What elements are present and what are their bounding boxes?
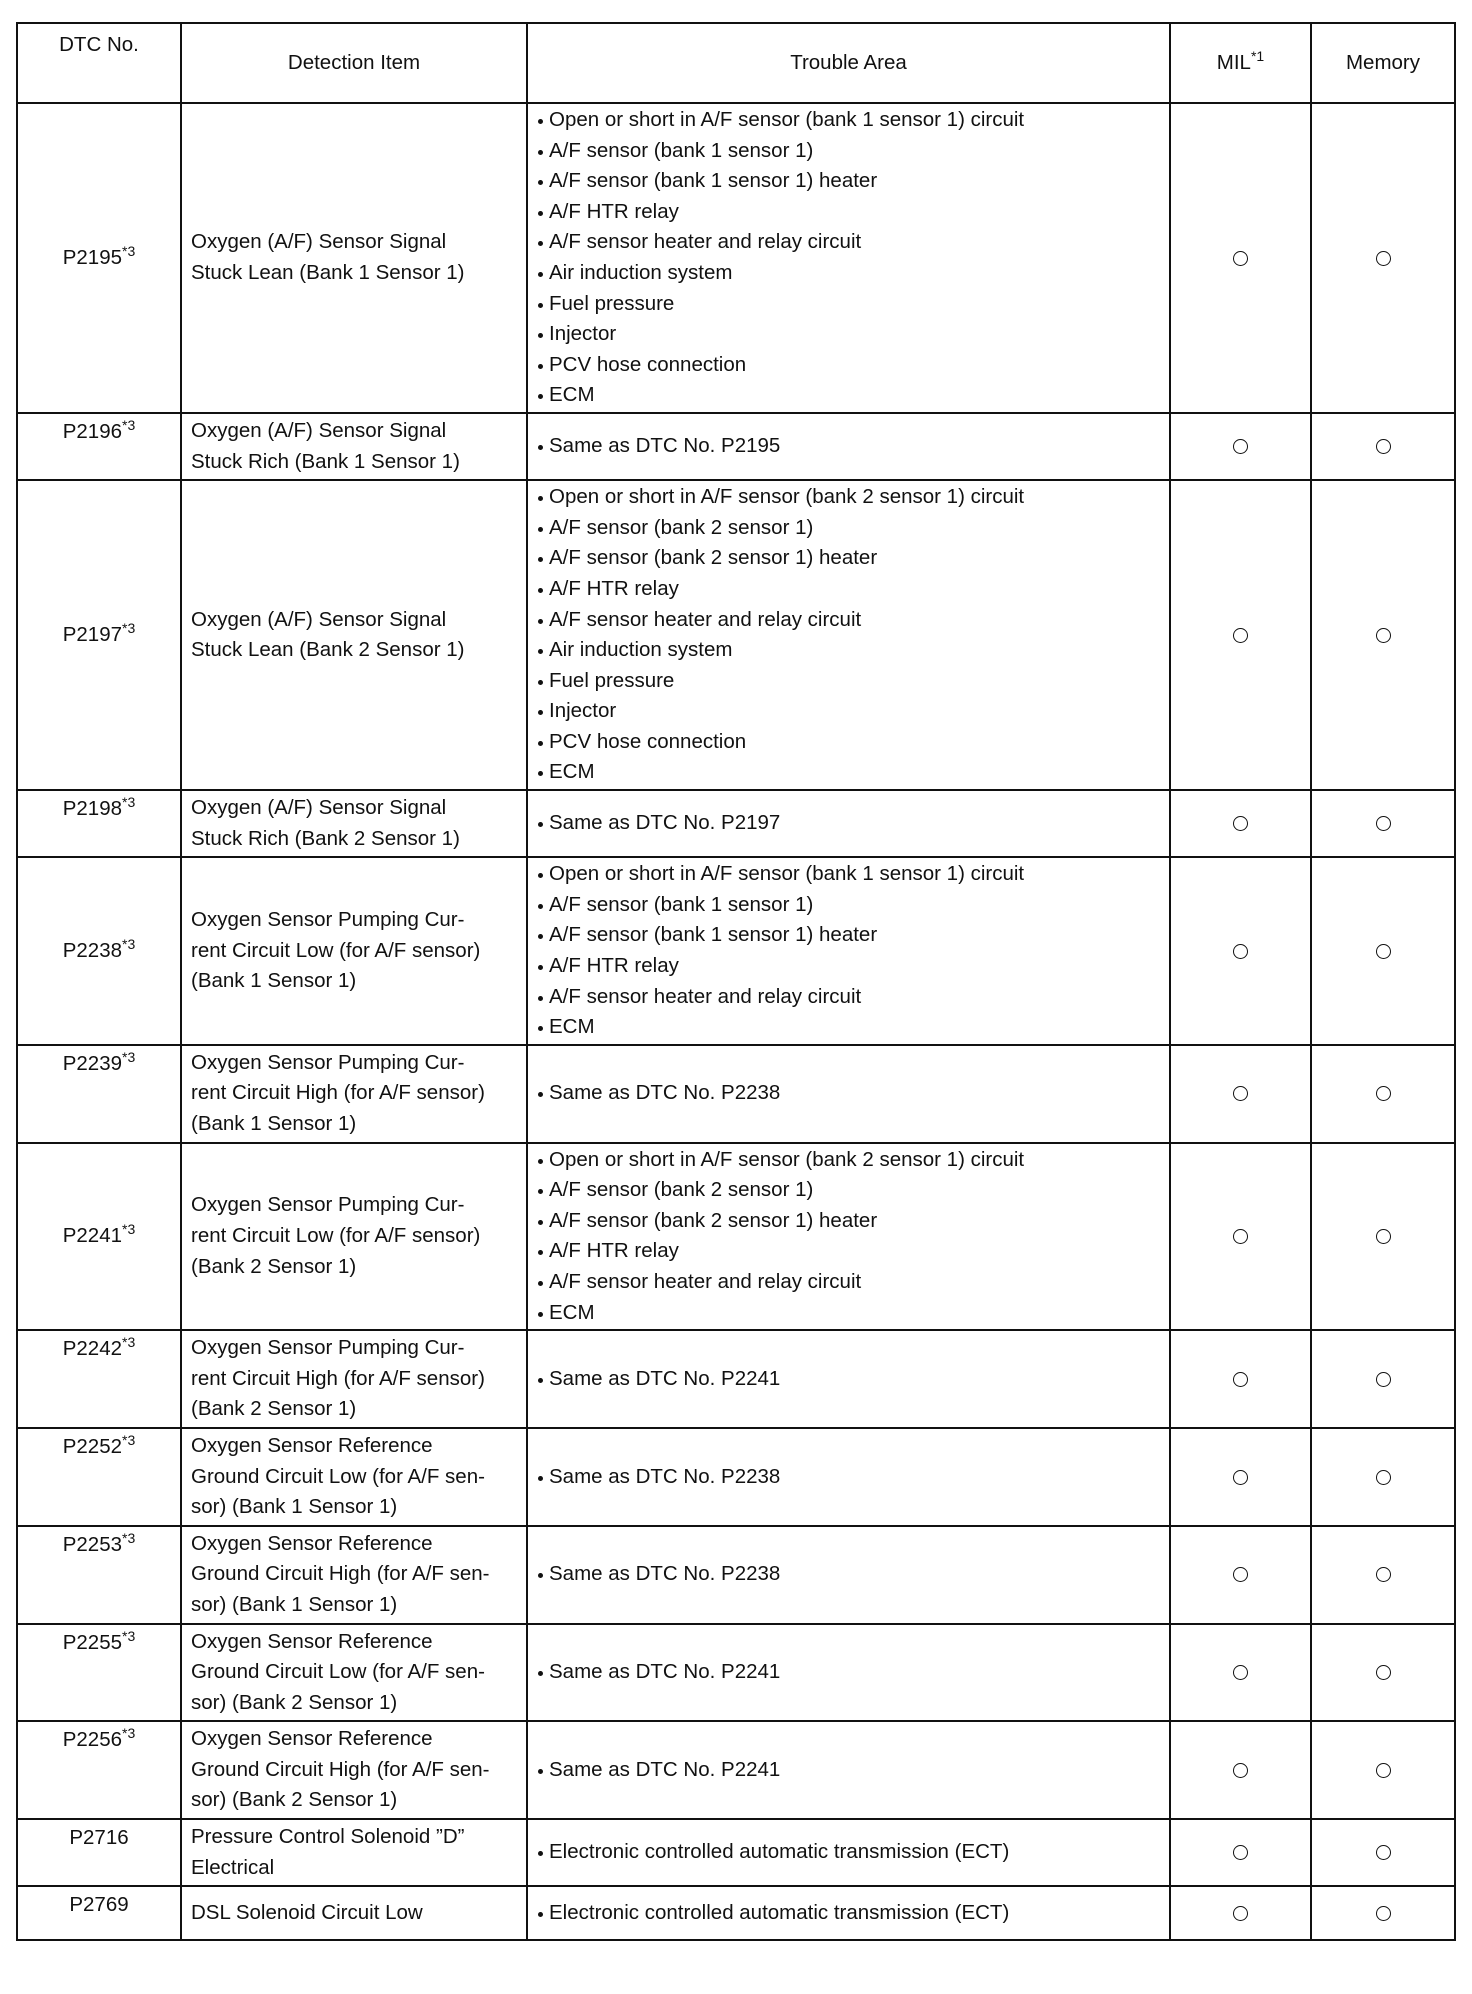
trouble-area-item: ECM	[537, 1012, 1161, 1043]
trouble-area-item: A/F sensor heater and relay circuit	[537, 982, 1161, 1013]
dtc-code-cell	[17, 1886, 181, 1940]
table-row	[17, 1428, 1455, 1526]
dtc-code: P2197	[62, 622, 123, 646]
dtc-code: P2242	[62, 1337, 123, 1361]
trouble-area-item: A/F sensor (bank 1 sensor 1) heater	[537, 166, 1161, 197]
header-mil-footnote: *1	[1250, 47, 1265, 64]
trouble-area-item: A/F HTR relay	[537, 574, 1161, 605]
trouble-area-cell	[527, 413, 1170, 480]
dtc-code-cell	[17, 857, 181, 1045]
mil-circle-icon	[1233, 1906, 1248, 1921]
memory-cell	[1311, 1819, 1455, 1886]
table-row	[17, 1330, 1455, 1428]
memory-circle-icon	[1376, 1567, 1391, 1582]
detection-item-line: Oxygen Sensor Reference	[191, 1531, 433, 1555]
dtc-code-cell	[17, 1624, 181, 1722]
detection-item-cell	[181, 1330, 527, 1428]
trouble-area-item: A/F HTR relay	[537, 1236, 1161, 1267]
dtc-code-cell	[17, 480, 181, 790]
detection-item-line: Oxygen Sensor Reference	[191, 1433, 433, 1457]
memory-cell	[1311, 103, 1455, 413]
dtc-code-cell	[17, 1143, 181, 1331]
detection-item-line: Pressure Control Solenoid ”D”	[191, 1825, 465, 1849]
dtc-code: P2769	[69, 1893, 129, 1917]
detection-item-cell	[181, 1886, 527, 1940]
dtc-code-cell	[17, 1526, 181, 1624]
detection-item-line: Ground Circuit High (for A/F sen-	[191, 1562, 490, 1586]
memory-cell	[1311, 480, 1455, 790]
memory-cell	[1311, 1330, 1455, 1428]
trouble-area-cell	[527, 103, 1170, 413]
detection-item-cell	[181, 790, 527, 857]
mil-circle-icon	[1233, 1763, 1248, 1778]
detection-item-line: (Bank 1 Sensor 1)	[191, 1112, 357, 1135]
trouble-area-cell	[527, 1428, 1170, 1526]
trouble-area-item: Air induction system	[537, 635, 1161, 666]
dtc-table-page	[16, 22, 1454, 1941]
memory-circle-icon	[1376, 816, 1391, 831]
memory-circle-icon	[1376, 1763, 1391, 1778]
trouble-area-item: Same as DTC No. P2238	[537, 1078, 1161, 1109]
trouble-area-item: A/F sensor (bank 2 sensor 1)	[537, 1175, 1161, 1206]
detection-item-line: Oxygen (A/F) Sensor Signal	[191, 796, 447, 820]
detection-item-line: Stuck Rich (Bank 1 Sensor 1)	[191, 449, 460, 473]
dtc-code: P2241	[62, 1224, 123, 1248]
detection-item-cell	[181, 480, 527, 790]
dtc-code: P2256	[62, 1728, 123, 1752]
memory-circle-icon	[1376, 1470, 1391, 1485]
detection-item-cell	[181, 1721, 527, 1819]
header-trouble-area: Trouble Area	[527, 23, 1170, 103]
dtc-code-footnote: *3	[122, 1431, 136, 1448]
dtc-code: P2196	[62, 419, 123, 443]
detection-item-line: rent Circuit High (for A/F sensor)	[191, 1366, 485, 1390]
trouble-area-cell	[527, 1624, 1170, 1722]
detection-item-cell	[181, 413, 527, 480]
dtc-code-cell	[17, 103, 181, 413]
trouble-area-item: Injector	[537, 696, 1161, 727]
trouble-area-item: A/F HTR relay	[537, 197, 1161, 228]
dtc-code: P2239	[62, 1051, 123, 1075]
trouble-area-cell	[527, 1819, 1170, 1886]
dtc-code-footnote: *3	[122, 1334, 136, 1351]
memory-circle-icon	[1376, 251, 1391, 266]
mil-circle-icon	[1233, 1470, 1248, 1485]
mil-cell	[1170, 1330, 1311, 1428]
dtc-code-footnote: *3	[122, 935, 136, 952]
memory-circle-icon	[1376, 1372, 1391, 1387]
detection-item-line: sor) (Bank 2 Sensor 1)	[191, 1690, 398, 1714]
detection-item-line: sor) (Bank 1 Sensor 1)	[191, 1495, 398, 1519]
trouble-area-cell	[527, 1721, 1170, 1819]
detection-item-cell	[181, 1428, 527, 1526]
mil-circle-icon	[1233, 1086, 1248, 1101]
memory-cell	[1311, 790, 1455, 857]
memory-circle-icon	[1376, 1086, 1391, 1101]
detection-item-line: Stuck Rich (Bank 2 Sensor 1)	[191, 826, 460, 850]
detection-item-line: DSL Solenoid Circuit Low	[191, 1900, 423, 1924]
trouble-area-item: A/F sensor (bank 2 sensor 1) heater	[537, 1206, 1161, 1237]
mil-cell	[1170, 1526, 1311, 1624]
trouble-area-item: Same as DTC No. P2238	[537, 1462, 1161, 1493]
dtc-code: P2253	[62, 1532, 123, 1556]
trouble-area-cell	[527, 1526, 1170, 1624]
trouble-area-list	[537, 1657, 1161, 1688]
dtc-code-cell	[17, 1045, 181, 1143]
dtc-code: P2238	[62, 938, 123, 962]
dtc-code-footnote: *3	[122, 1725, 136, 1742]
detection-item-line: Oxygen Sensor Pumping Cur-	[191, 1336, 465, 1360]
trouble-area-item: A/F sensor (bank 1 sensor 1)	[537, 890, 1161, 921]
mil-cell	[1170, 1045, 1311, 1143]
memory-cell	[1311, 1428, 1455, 1526]
detection-item-line: Stuck Lean (Bank 1 Sensor 1)	[191, 260, 465, 284]
detection-item-line: Ground Circuit High (for A/F sen-	[191, 1757, 490, 1781]
trouble-area-item: Same as DTC No. P2238	[537, 1559, 1161, 1590]
detection-item-cell	[181, 1045, 527, 1143]
mil-circle-icon	[1233, 628, 1248, 643]
memory-cell	[1311, 413, 1455, 480]
detection-item-line: sor) (Bank 1 Sensor 1)	[191, 1592, 398, 1616]
memory-cell	[1311, 857, 1455, 1045]
detection-item-line: rent Circuit Low (for A/F sensor)	[191, 1224, 481, 1248]
mil-cell	[1170, 1428, 1311, 1526]
trouble-area-list	[537, 1364, 1161, 1395]
mil-cell	[1170, 1143, 1311, 1331]
table-row	[17, 857, 1455, 1045]
trouble-area-item: A/F sensor (bank 2 sensor 1) heater	[537, 543, 1161, 574]
memory-cell	[1311, 1624, 1455, 1722]
memory-circle-icon	[1376, 439, 1391, 454]
mil-cell	[1170, 480, 1311, 790]
table-row	[17, 1143, 1455, 1331]
detection-item-line: (Bank 2 Sensor 1)	[191, 1397, 357, 1421]
detection-item-line: Ground Circuit Low (for A/F sen-	[191, 1464, 485, 1488]
trouble-area-item: Same as DTC No. P2195	[537, 431, 1161, 462]
trouble-area-list	[537, 808, 1161, 839]
dtc-table-body	[17, 103, 1455, 1940]
trouble-area-list	[537, 1145, 1161, 1329]
dtc-code-cell	[17, 790, 181, 857]
detection-item-line: (Bank 2 Sensor 1)	[191, 1254, 357, 1278]
mil-circle-icon	[1233, 816, 1248, 831]
trouble-area-item: Open or short in A/F sensor (bank 1 sensor 1) circuit	[537, 105, 1161, 136]
trouble-area-item: A/F sensor heater and relay circuit	[537, 605, 1161, 636]
trouble-area-item: Open or short in A/F sensor (bank 2 sensor 1) circuit	[537, 1145, 1161, 1176]
dtc-code: P2716	[69, 1826, 129, 1850]
dtc-code-cell	[17, 1330, 181, 1428]
dtc-code-footnote: *3	[122, 1221, 136, 1238]
memory-circle-icon	[1376, 1845, 1391, 1860]
detection-item-line: Oxygen (A/F) Sensor Signal	[191, 230, 447, 254]
trouble-area-item: Same as DTC No. P2197	[537, 808, 1161, 839]
detection-item-line: Oxygen Sensor Reference	[191, 1629, 433, 1653]
table-row	[17, 790, 1455, 857]
dtc-code-cell	[17, 1721, 181, 1819]
trouble-area-list	[537, 859, 1161, 1043]
detection-item-line: Oxygen Sensor Pumping Cur-	[191, 1193, 465, 1217]
trouble-area-item: A/F sensor heater and relay circuit	[537, 227, 1161, 258]
dtc-code-footnote: *3	[122, 1529, 136, 1546]
dtc-table	[16, 22, 1456, 1941]
trouble-area-list	[537, 1837, 1161, 1868]
memory-circle-icon	[1376, 628, 1391, 643]
dtc-code-cell	[17, 1819, 181, 1886]
trouble-area-item: Electronic controlled automatic transmission (ECT)	[537, 1837, 1161, 1868]
memory-cell	[1311, 1886, 1455, 1940]
mil-cell	[1170, 1624, 1311, 1722]
trouble-area-list	[537, 1078, 1161, 1109]
trouble-area-cell	[527, 1886, 1170, 1940]
trouble-area-list	[537, 482, 1161, 788]
trouble-area-cell	[527, 790, 1170, 857]
trouble-area-list	[537, 1755, 1161, 1786]
dtc-code: P2195	[62, 245, 123, 269]
trouble-area-item: A/F HTR relay	[537, 951, 1161, 982]
trouble-area-item: ECM	[537, 1298, 1161, 1329]
detection-item-line: Oxygen Sensor Reference	[191, 1727, 433, 1751]
trouble-area-list	[537, 431, 1161, 462]
trouble-area-item: ECM	[537, 380, 1161, 411]
trouble-area-item: ECM	[537, 757, 1161, 788]
detection-item-cell	[181, 1526, 527, 1624]
table-row	[17, 480, 1455, 790]
dtc-code-footnote: *3	[122, 619, 136, 636]
table-row	[17, 1526, 1455, 1624]
dtc-code-footnote: *3	[122, 242, 136, 259]
detection-item-cell	[181, 857, 527, 1045]
detection-item-line: Stuck Lean (Bank 2 Sensor 1)	[191, 638, 465, 662]
dtc-code-cell	[17, 413, 181, 480]
mil-circle-icon	[1233, 1845, 1248, 1860]
dtc-code: P2252	[62, 1434, 123, 1458]
mil-circle-icon	[1233, 1567, 1248, 1582]
table-row	[17, 1819, 1455, 1886]
memory-cell	[1311, 1045, 1455, 1143]
mil-cell	[1170, 103, 1311, 413]
mil-cell	[1170, 1721, 1311, 1819]
detection-item-line: rent Circuit Low (for A/F sensor)	[191, 938, 481, 962]
trouble-area-cell	[527, 480, 1170, 790]
detection-item-cell	[181, 1143, 527, 1331]
trouble-area-item: PCV hose connection	[537, 727, 1161, 758]
dtc-code-cell	[17, 1428, 181, 1526]
memory-circle-icon	[1376, 1906, 1391, 1921]
mil-cell	[1170, 1819, 1311, 1886]
detection-item-cell	[181, 1819, 527, 1886]
memory-circle-icon	[1376, 1229, 1391, 1244]
mil-circle-icon	[1233, 1229, 1248, 1244]
header-row	[17, 23, 1455, 103]
table-row	[17, 1721, 1455, 1819]
detection-item-line: (Bank 1 Sensor 1)	[191, 969, 357, 993]
dtc-code-footnote: *3	[122, 416, 136, 433]
trouble-area-item: A/F sensor heater and relay circuit	[537, 1267, 1161, 1298]
header-mil	[1170, 23, 1311, 103]
table-row	[17, 1045, 1455, 1143]
trouble-area-item: Fuel pressure	[537, 666, 1161, 697]
header-memory: Memory	[1311, 23, 1455, 103]
trouble-area-list	[537, 1898, 1161, 1929]
trouble-area-item: Air induction system	[537, 258, 1161, 289]
trouble-area-cell	[527, 1045, 1170, 1143]
trouble-area-list	[537, 105, 1161, 411]
mil-cell	[1170, 1886, 1311, 1940]
detection-item-line: Oxygen (A/F) Sensor Signal	[191, 607, 447, 631]
memory-cell	[1311, 1143, 1455, 1331]
trouble-area-item: Electronic controlled automatic transmission (ECT)	[537, 1898, 1161, 1929]
trouble-area-cell	[527, 1143, 1170, 1331]
mil-circle-icon	[1233, 944, 1248, 959]
dtc-code: P2255	[62, 1630, 123, 1654]
detection-item-line: Oxygen Sensor Pumping Cur-	[191, 1050, 465, 1074]
trouble-area-item: A/F sensor (bank 2 sensor 1)	[537, 513, 1161, 544]
trouble-area-item: A/F sensor (bank 1 sensor 1) heater	[537, 920, 1161, 951]
detection-item-line: Oxygen Sensor Pumping Cur-	[191, 908, 465, 932]
mil-circle-icon	[1233, 1372, 1248, 1387]
dtc-code: P2198	[62, 797, 123, 821]
trouble-area-item: Open or short in A/F sensor (bank 1 sensor 1) circuit	[537, 859, 1161, 890]
trouble-area-item: Same as DTC No. P2241	[537, 1755, 1161, 1786]
detection-item-line: rent Circuit High (for A/F sensor)	[191, 1081, 485, 1105]
mil-cell	[1170, 413, 1311, 480]
memory-circle-icon	[1376, 944, 1391, 959]
memory-circle-icon	[1376, 1665, 1391, 1680]
trouble-area-cell	[527, 1330, 1170, 1428]
header-detection-item: Detection Item	[181, 23, 527, 103]
trouble-area-list	[537, 1559, 1161, 1590]
trouble-area-item: Open or short in A/F sensor (bank 2 sensor 1) circuit	[537, 482, 1161, 513]
table-row	[17, 1886, 1455, 1940]
trouble-area-item: PCV hose connection	[537, 350, 1161, 381]
table-row	[17, 103, 1455, 413]
mil-circle-icon	[1233, 439, 1248, 454]
trouble-area-item: Fuel pressure	[537, 289, 1161, 320]
detection-item-line: sor) (Bank 2 Sensor 1)	[191, 1788, 398, 1812]
dtc-code-footnote: *3	[122, 1048, 136, 1065]
trouble-area-item: Injector	[537, 319, 1161, 350]
dtc-code-footnote: *3	[122, 1627, 136, 1644]
trouble-area-cell	[527, 857, 1170, 1045]
detection-item-line: Oxygen (A/F) Sensor Signal	[191, 418, 447, 442]
header-dtc-no: DTC No.	[17, 23, 181, 103]
mil-cell	[1170, 857, 1311, 1045]
detection-item-line: Electrical	[191, 1855, 275, 1879]
detection-item-line: Ground Circuit Low (for A/F sen-	[191, 1660, 485, 1684]
dtc-code-footnote: *3	[122, 794, 136, 811]
table-row	[17, 413, 1455, 480]
trouble-area-item: Same as DTC No. P2241	[537, 1657, 1161, 1688]
memory-cell	[1311, 1721, 1455, 1819]
trouble-area-item: A/F sensor (bank 1 sensor 1)	[537, 136, 1161, 167]
mil-circle-icon	[1233, 1665, 1248, 1680]
detection-item-cell	[181, 1624, 527, 1722]
trouble-area-list	[537, 1462, 1161, 1493]
memory-cell	[1311, 1526, 1455, 1624]
trouble-area-item: Same as DTC No. P2241	[537, 1364, 1161, 1395]
detection-item-cell	[181, 103, 527, 413]
mil-cell	[1170, 790, 1311, 857]
table-row	[17, 1624, 1455, 1722]
mil-circle-icon	[1233, 251, 1248, 266]
header-mil-label: MIL	[1216, 50, 1251, 74]
